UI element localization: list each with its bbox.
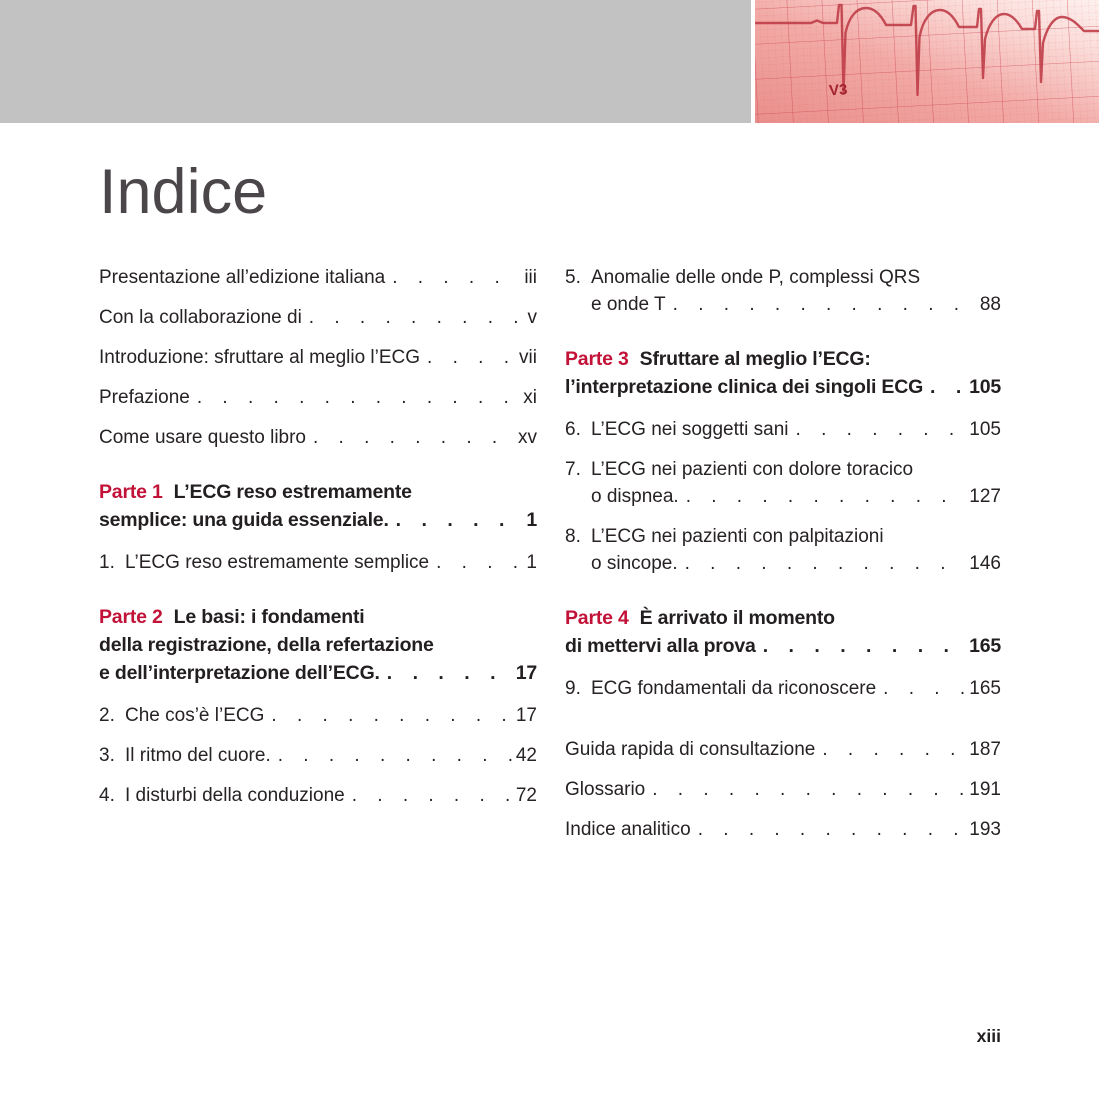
dot-leader (876, 675, 966, 702)
entry-label: Glossario (565, 779, 646, 801)
page-title: Indice (99, 157, 268, 227)
header-gray-band (0, 0, 751, 123)
entry-page-number: 165 (969, 678, 1001, 700)
dot-leader (678, 550, 967, 577)
chapter-title-continued: o sincope. (591, 553, 678, 575)
part-title-line: l’interpretazione clinica dei singoli ECG (565, 376, 924, 399)
toc-entry-collaborazione (99, 304, 537, 331)
part-number-label: Parte 1 (99, 481, 163, 504)
ecg-lead-label: V3 (828, 81, 848, 100)
entry-label: Indice analitico (565, 819, 691, 841)
entry-page-number: xi (523, 387, 537, 409)
chapter-title-continued: e onde T (591, 294, 666, 316)
front-matter-list (99, 264, 537, 451)
part-title-line: di mettervi alla prova (565, 635, 756, 658)
entry-page-number: vii (519, 347, 537, 369)
entry-label: Guida rapida di consultazione (565, 739, 816, 761)
chapter-title: I disturbi della conduzione (125, 785, 345, 807)
toc-entry-indice-analitico (565, 816, 1001, 843)
chapter-title: L’ECG nei pazienti con dolore toracico (591, 459, 914, 481)
entry-label: Presentazione all’edizione italiana (99, 267, 386, 289)
entry-label: Con la collaborazione di (99, 307, 302, 329)
part-number-label: Parte 2 (99, 606, 163, 629)
toc-entry-chapter-7 (565, 456, 1001, 510)
part-number-label: Parte 4 (565, 607, 629, 630)
header-band (0, 0, 1099, 123)
entry-page-number: 72 (515, 785, 537, 807)
part-title-line: e dell’interpretazione dell’ECG. (99, 662, 380, 685)
dot-leader (789, 416, 967, 443)
part-title-line: Sfruttare al meglio l’ECG: (639, 348, 871, 371)
entry-page-number: iii (524, 267, 537, 289)
entry-page-number: 42 (515, 745, 537, 767)
entry-page-number: 88 (979, 294, 1001, 316)
toc-entry-prefazione (99, 384, 537, 411)
toc-entry-chapter-3 (99, 742, 537, 769)
entry-page-number: 1 (526, 552, 537, 574)
dot-leader (420, 344, 516, 371)
chapter-number: 7. (565, 459, 581, 481)
toc-entry-chapter-6 (565, 416, 1001, 443)
dot-leader (815, 736, 966, 763)
dot-leader (271, 742, 513, 769)
toc-left-column (99, 264, 537, 856)
chapter-number: 6. (565, 419, 581, 441)
toc-entry-glossario (565, 776, 1001, 803)
dot-leader (691, 816, 967, 843)
chapter-title: Che cos’è l’ECG (125, 705, 265, 727)
part-4-heading (565, 604, 1001, 660)
chapter-title-continued: o dispnea. (591, 486, 679, 508)
part-title-line: È arrivato il momento (639, 607, 835, 630)
chapter-title: L’ECG reso estremamente semplice (125, 552, 430, 574)
chapter-number: 9. (565, 678, 581, 700)
toc-right-column (565, 264, 1001, 856)
toc-entry-introduzione (99, 344, 537, 371)
part-title-line: L’ECG reso estremamente (173, 481, 412, 504)
dot-leader (666, 291, 977, 318)
entry-page-number: xv (518, 427, 537, 449)
part-page-number: 165 (969, 635, 1001, 658)
toc-content (0, 159, 1099, 856)
chapter-number: 4. (99, 785, 115, 807)
entry-page-number: 127 (969, 486, 1001, 508)
entry-page-number: 17 (515, 705, 537, 727)
toc-entry-presentazione (99, 264, 537, 291)
toc-columns (99, 264, 1001, 856)
part-title-line: della registrazione, della refertazione (99, 634, 434, 657)
entry-page-number: 146 (969, 553, 1001, 575)
part-page-number: 17 (515, 662, 537, 685)
entry-page-number: 193 (969, 819, 1001, 841)
page-folio-number: xiii (976, 1026, 1001, 1046)
chapter-number: 1. (99, 552, 115, 574)
dot-leader (923, 373, 966, 401)
entry-page-number: v (527, 307, 537, 329)
part-number-label: Parte 3 (565, 348, 629, 371)
chapter-title: Anomalie delle onde P, complessi QRS (591, 267, 921, 289)
part-page-number: 105 (969, 376, 1001, 399)
part-3-heading (565, 345, 1001, 401)
chapter-number: 8. (565, 526, 581, 548)
dot-leader (306, 424, 515, 451)
toc-entry-come-usare (99, 424, 537, 451)
toc-entry-guida-rapida (565, 736, 1001, 763)
dot-leader (264, 702, 512, 729)
part-1-heading (99, 478, 537, 534)
chapter-number: 5. (565, 267, 581, 289)
toc-entry-chapter-5 (565, 264, 1001, 318)
toc-entry-chapter-1 (99, 549, 537, 576)
chapter-title: ECG fondamentali da riconoscere (591, 678, 877, 700)
dot-leader (645, 776, 966, 803)
chapter-title: L’ECG nei pazienti con palpitazioni (591, 526, 884, 548)
chapter-number: 2. (99, 705, 115, 727)
toc-entry-chapter-4 (99, 782, 537, 809)
part-page-number: 1 (526, 509, 537, 532)
entry-page-number: 187 (969, 739, 1001, 761)
chapter-number: 3. (99, 745, 115, 767)
back-matter-list (565, 736, 1001, 843)
ecg-trace-graphic (755, 0, 1099, 123)
dot-leader (345, 782, 513, 809)
part-title-line: Le basi: i fondamenti (173, 606, 365, 629)
part-title-line: semplice: una guida essenziale. (99, 509, 389, 532)
entry-label: Prefazione (99, 387, 190, 409)
dot-leader (190, 384, 520, 411)
ecg-strip-image (755, 0, 1099, 123)
entry-page-number: 105 (969, 419, 1001, 441)
dot-leader (389, 506, 524, 534)
chapter-title: L’ECG nei soggetti sani (591, 419, 789, 441)
dot-leader (385, 264, 521, 291)
dot-leader (302, 304, 525, 331)
chapter-title: Il ritmo del cuore. (125, 745, 271, 767)
entry-label: Introduzione: sfruttare al meglio l’ECG (99, 347, 421, 369)
toc-entry-chapter-8 (565, 523, 1001, 577)
dot-leader (429, 549, 523, 576)
toc-entry-chapter-9 (565, 675, 1001, 702)
dot-leader (756, 632, 966, 660)
dot-leader (380, 659, 513, 687)
entry-label: Come usare questo libro (99, 427, 306, 449)
toc-entry-chapter-2 (99, 702, 537, 729)
entry-page-number: 191 (969, 779, 1001, 801)
part-2-heading (99, 603, 537, 687)
dot-leader (679, 483, 967, 510)
